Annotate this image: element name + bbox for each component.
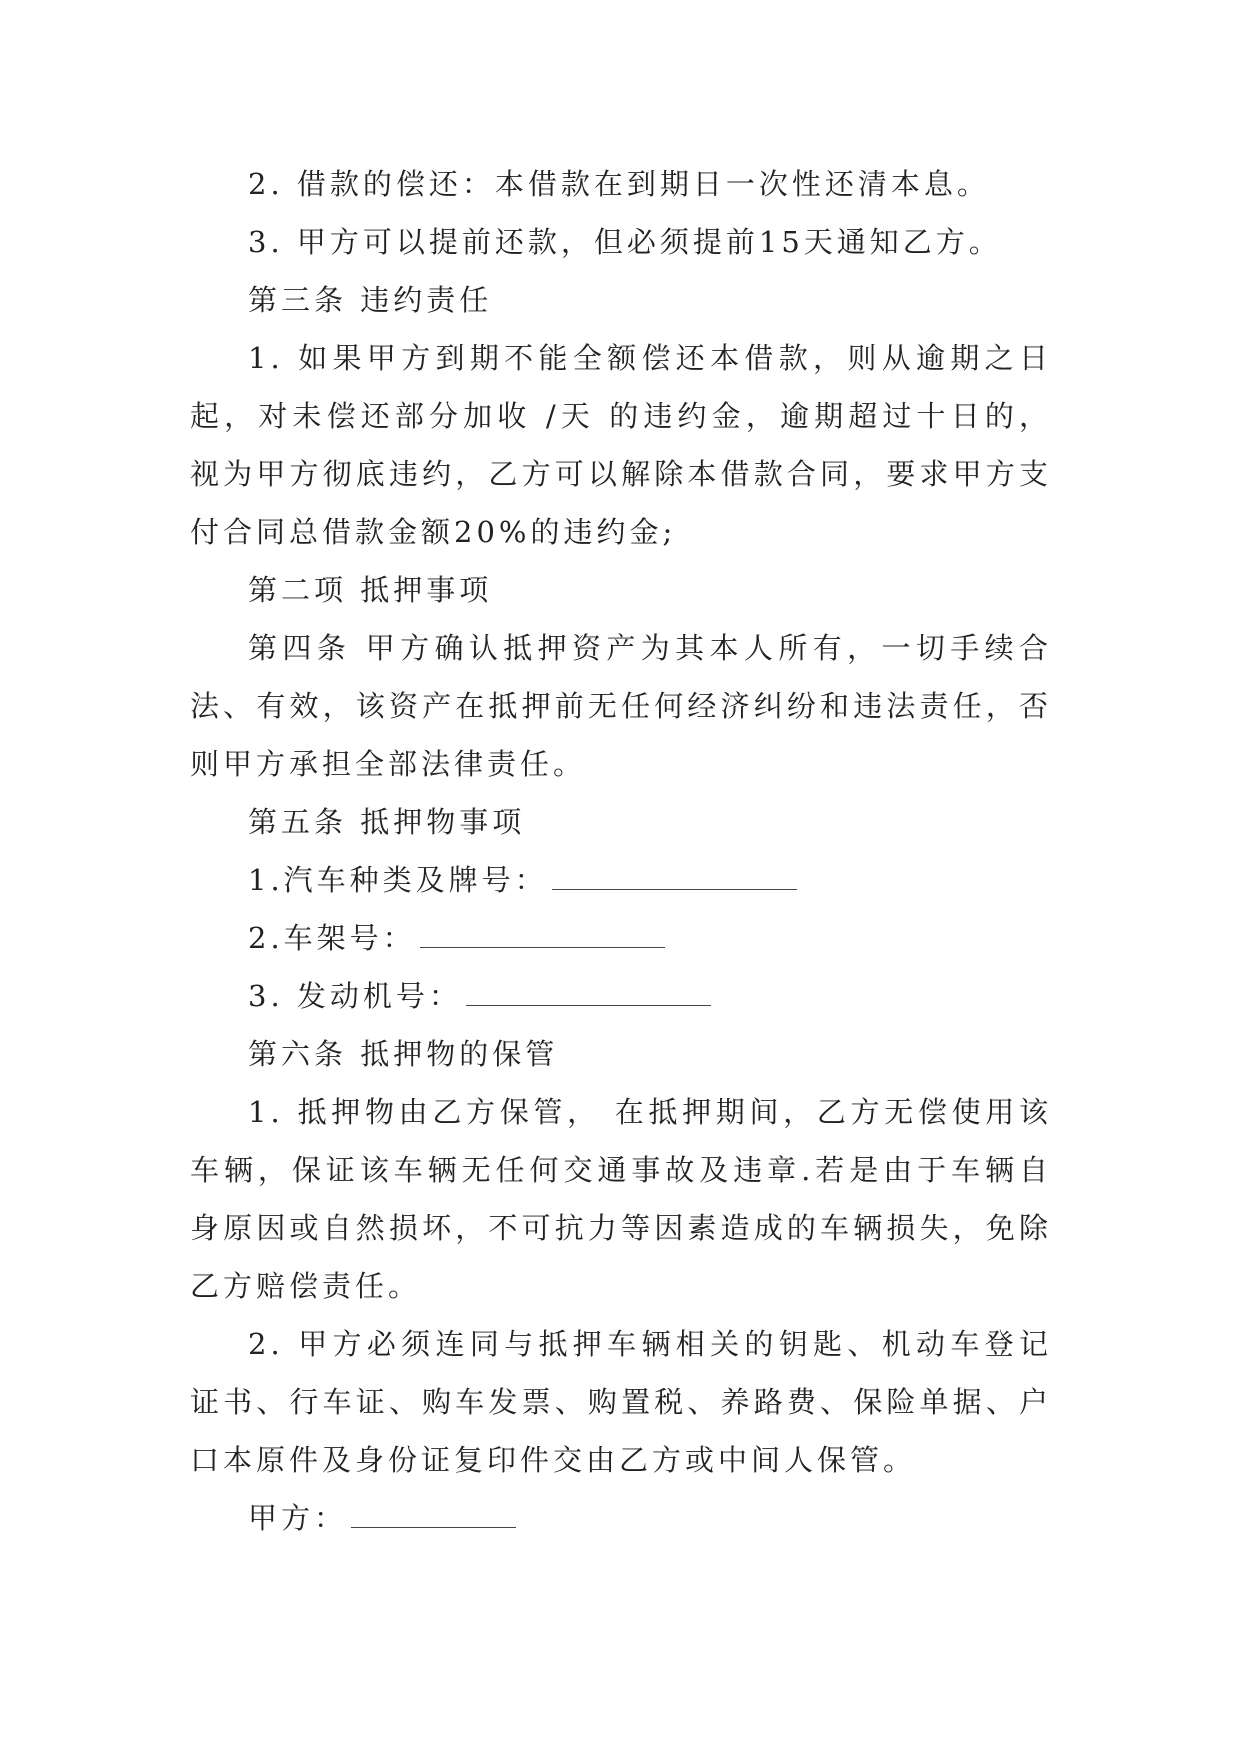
article-6-heading: 第六条 抵押物的保管 <box>248 1037 559 1071</box>
party-a-signature <box>190 1489 1052 1547</box>
party-a-label: 甲方： <box>248 1501 348 1535</box>
custody-clause-2: 2. 甲方必须连同与抵押车辆相关的钥匙、机动车登记证书、行车证、购车发票、购置税、养路费、保险单据、户口本原件及身份证复印件交由乙方或中间人保管。 <box>190 1327 1052 1477</box>
custody-clause-1: 1. 抵押物由乙方保管， 在抵押期间，乙方无偿使用该车辆，保证该车辆无任何交通事故及违章.若是由于车辆自身原因或自然损坏，不可抗力等因素造成的车辆损失，免除乙方赔偿责任。 <box>190 1095 1052 1303</box>
default-liability-clause: 1. 如果甲方到期不能全额偿还本借款，则从逾期之日起，对未偿还部分加收 /天 的违约金，逾期超过十日的，视为甲方彻底违约，乙方可以解除本借款合同，要求甲方支付合同总借款金额20%的违约金; <box>190 341 1052 549</box>
engine-blank <box>466 983 711 1006</box>
engine-field <box>190 967 1052 1025</box>
plate-label: 1.汽车种类及牌号： <box>248 863 548 897</box>
plate-field <box>190 851 1052 909</box>
article-3-heading: 第三条 违约责任 <box>248 283 493 317</box>
party-a-blank <box>351 1505 516 1528</box>
document-body <box>190 155 1052 1547</box>
vin-field <box>190 909 1052 967</box>
vin-blank <box>420 925 665 948</box>
plate-blank <box>552 867 797 890</box>
engine-label: 3. 发动机号： <box>248 979 462 1013</box>
article-5-heading: 第五条 抵押物事项 <box>248 805 526 839</box>
article-4-paragraph: 第四条 甲方确认抵押资产为其本人所有，一切手续合法、有效，该资产在抵押前无任何经济纠纷和违法责任，否则甲方承担全部法律责任。 <box>190 631 1052 781</box>
section-2-heading: 第二项 抵押事项 <box>248 573 493 607</box>
early-repayment-clause: 3. 甲方可以提前还款，但必须提前15天通知乙方。 <box>248 225 1002 259</box>
repayment-clause: 2. 借款的偿还：本借款在到期日一次性还清本息。 <box>248 167 990 201</box>
vin-label: 2.车架号： <box>248 921 416 955</box>
